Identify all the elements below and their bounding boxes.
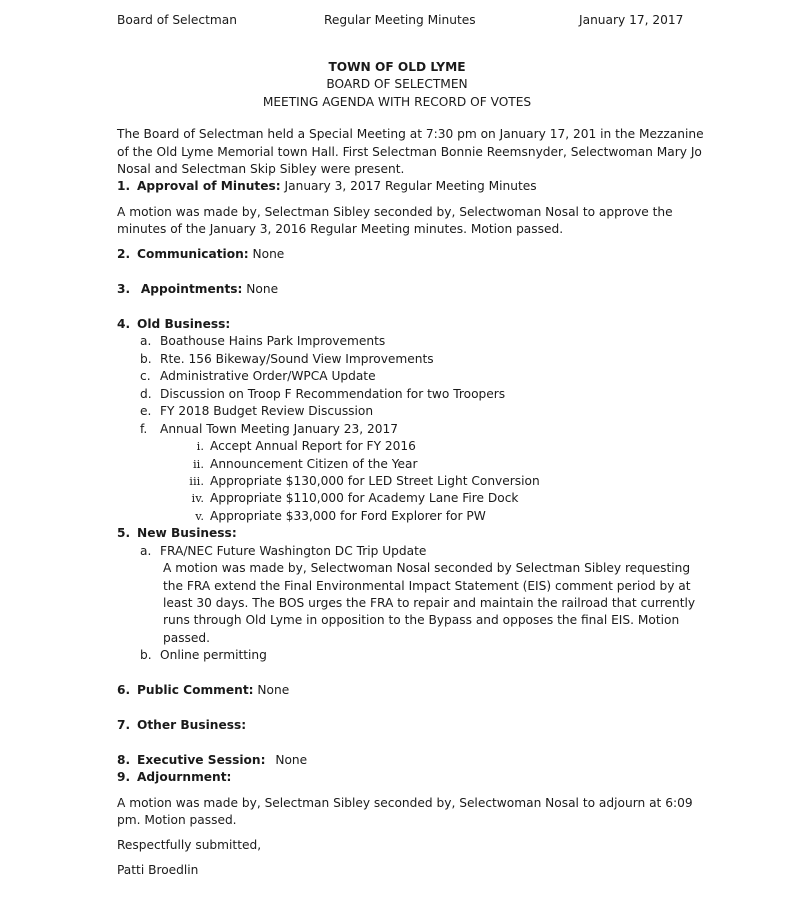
signature-name: Patti Broedlin	[117, 863, 199, 877]
roman-item	[184, 490, 518, 508]
roman-item	[184, 508, 486, 526]
sub-item-text: FRA/NEC Future Washington DC Trip Update	[160, 544, 427, 558]
sub-item	[140, 403, 373, 421]
sub-item-text: Rte. 156 Bikeway/Sound View Improvements	[160, 352, 434, 366]
item-number: 8.	[117, 753, 131, 767]
sub-item-letter: f.	[140, 422, 148, 436]
intro-line: Nosal and Selectman Skip Sibley were present.	[117, 162, 405, 176]
agenda-item-3	[117, 281, 278, 299]
sub-item-letter: b.	[140, 352, 152, 366]
item-label: Executive Session:	[137, 753, 266, 767]
motion-line: runs through Old Lyme in opposition to the Bypass and opposes the final EIS. Motion	[163, 613, 680, 627]
agenda-item-2	[117, 246, 284, 264]
roman-item	[184, 473, 540, 491]
sub-item-letter: a.	[140, 544, 152, 558]
roman-numeral: ii.	[192, 457, 204, 471]
motion-line: passed.	[163, 631, 211, 645]
item-label: Adjournment:	[137, 770, 232, 784]
item-number: 2.	[117, 247, 131, 261]
item-label: Approval of Minutes:	[137, 179, 281, 193]
title-town: TOWN OF OLD LYME	[328, 60, 466, 74]
sub-item	[140, 543, 426, 561]
roman-item-text: Appropriate $110,000 for Academy Lane Fire Dock	[210, 491, 519, 505]
item-label: Appointments:	[140, 282, 243, 296]
item-number: 7.	[117, 718, 131, 732]
item-text: None	[246, 282, 279, 296]
item-number: 9.	[117, 770, 131, 784]
header-left: Board of Selectman	[117, 13, 237, 27]
sub-item	[140, 368, 376, 386]
item-text: None	[275, 753, 308, 767]
sub-item-text: Annual Town Meeting January 23, 2017	[160, 422, 398, 436]
item-label: New Business:	[137, 526, 237, 540]
sub-item-text: Administrative Order/WPCA Update	[160, 369, 376, 383]
roman-item	[184, 456, 418, 474]
sub-item-letter: a.	[140, 334, 152, 348]
agenda-item-8	[117, 752, 307, 770]
agenda-item-4	[117, 316, 230, 334]
item-label: Old Business:	[137, 317, 231, 331]
item-text: None	[257, 683, 290, 697]
sub-item-text: Online permitting	[160, 648, 267, 662]
agenda-item-9	[117, 769, 231, 787]
sub-item-letter: d.	[140, 387, 152, 401]
item-number: 4.	[117, 317, 131, 331]
sub-item-letter: b.	[140, 648, 152, 662]
roman-item-text: Appropriate $33,000 for Ford Explorer for PW	[210, 509, 486, 523]
item-number: 5.	[117, 526, 131, 540]
roman-numeral: iv.	[191, 491, 204, 505]
motion-line: A motion was made by, Selectman Sibley seconded by, Selectwoman Nosal to adjourn at 6:09	[117, 796, 693, 810]
intro-line: The Board of Selectman held a Special Meeting at 7:30 pm on January 17, 201 in the Mezzanine	[117, 127, 704, 141]
roman-item-text: Accept Annual Report for FY 2016	[210, 439, 416, 453]
agenda-item-7	[117, 717, 246, 735]
agenda-item-1	[117, 178, 537, 196]
sub-item	[140, 386, 505, 404]
item-label: Public Comment:	[137, 683, 254, 697]
sub-item-letter: c.	[140, 369, 151, 383]
sub-item-letter: e.	[140, 404, 152, 418]
intro-line: of the Old Lyme Memorial town Hall. First Selectman Bonnie Reemsnyder, Selectwoman Mary Jo	[117, 145, 702, 159]
closing-text: Respectfully submitted,	[117, 838, 262, 852]
motion-line: the FRA extend the Final Environmental Impact Statement (EIS) comment period by at	[163, 579, 691, 593]
sub-item	[140, 333, 385, 351]
motion-line: least 30 days. The BOS urges the FRA to repair and maintain the railroad that currently	[163, 596, 696, 610]
motion-line: A motion was made by, Selectman Sibley seconded by, Selectwoman Nosal to approve the	[117, 205, 673, 219]
header-right: January 17, 2017	[579, 13, 684, 27]
sub-item-text: Discussion on Troop F Recommendation for two Troopers	[160, 387, 506, 401]
item-label: Other Business:	[137, 718, 247, 732]
item-number: 1.	[117, 179, 131, 193]
agenda-item-6	[117, 682, 289, 700]
sub-item-text: FY 2018 Budget Review Discussion	[160, 404, 374, 418]
title-board: BOARD OF SELECTMEN	[326, 77, 468, 91]
header-center: Regular Meeting Minutes	[324, 13, 476, 27]
roman-numeral: i.	[196, 439, 204, 453]
item-label: Communication:	[137, 247, 249, 261]
item-text: January 3, 2017 Regular Meeting Minutes	[284, 179, 537, 193]
roman-item	[184, 438, 416, 456]
item-number: 3.	[117, 282, 131, 296]
sub-item	[140, 647, 267, 665]
motion-line: minutes of the January 3, 2016 Regular Meeting minutes. Motion passed.	[117, 222, 564, 236]
item-text: None	[252, 247, 285, 261]
motion-line: A motion was made by, Selectwoman Nosal seconded by Selectman Sibley requesting	[163, 561, 691, 575]
sub-item	[140, 421, 398, 439]
roman-numeral: v.	[195, 509, 204, 523]
roman-item-text: Appropriate $130,000 for LED Street Light Conversion	[210, 474, 540, 488]
roman-item-text: Announcement Citizen of the Year	[210, 457, 418, 471]
roman-numeral: iii.	[189, 474, 204, 488]
agenda-item-5	[117, 525, 237, 543]
sub-item	[140, 351, 434, 369]
motion-line: pm. Motion passed.	[117, 813, 237, 827]
sub-item-text: Boathouse Hains Park Improvements	[160, 334, 386, 348]
title-agenda: MEETING AGENDA WITH RECORD OF VOTES	[262, 95, 532, 109]
item-number: 6.	[117, 683, 131, 697]
